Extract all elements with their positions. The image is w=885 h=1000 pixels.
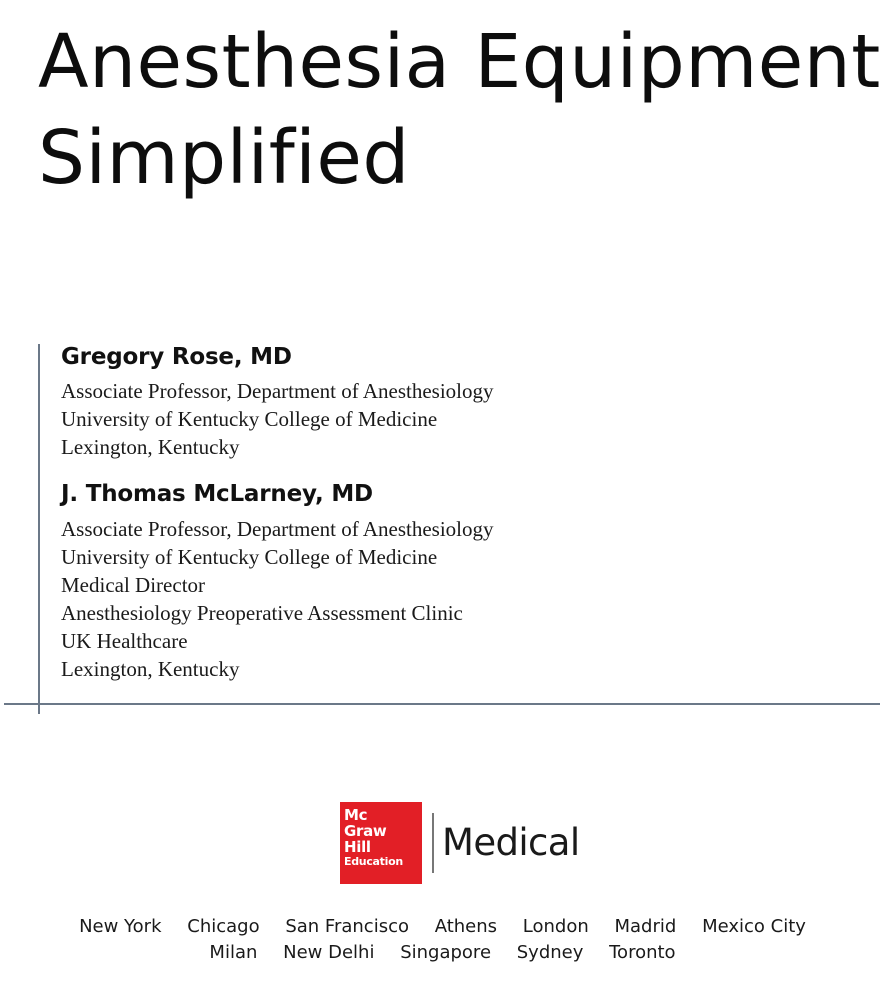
- affiliation-line: Lexington, Kentucky: [61, 435, 240, 459]
- logo-divider: [432, 813, 434, 873]
- author-block-rose: [61, 342, 494, 461]
- city-name: Athens: [434, 916, 498, 937]
- affiliation-line: Medical Director: [61, 573, 206, 597]
- affiliation-line: Lexington, Kentucky: [61, 657, 240, 681]
- city-name: Sydney: [516, 942, 584, 963]
- author-name: J. Thomas McLarney, MD: [61, 481, 373, 507]
- logo-wordmark: [344, 807, 403, 869]
- city-name: New York: [79, 916, 162, 937]
- city-list-row-1: [0, 914, 885, 940]
- city-name: New Delhi: [283, 942, 375, 963]
- city-list-row-2: [0, 940, 885, 966]
- city-name: Milan: [209, 942, 258, 963]
- horizontal-rule: [4, 703, 880, 705]
- logo-line-graw: Graw: [344, 822, 387, 840]
- city-name: Madrid: [614, 916, 677, 937]
- affiliation-list: [61, 377, 494, 461]
- city-name: Chicago: [187, 916, 260, 937]
- affiliation-line: UK Healthcare: [61, 629, 188, 653]
- vertical-rule: [38, 344, 40, 714]
- logo-line-mc: Mc: [344, 806, 368, 824]
- city-name: London: [522, 916, 589, 937]
- mcgraw-hill-logo: [340, 802, 422, 884]
- city-name: Singapore: [400, 942, 492, 963]
- affiliation-line: University of Kentucky College of Medicine: [61, 407, 438, 431]
- author-name: Gregory Rose, MD: [61, 344, 292, 370]
- book-title-line-1: Anesthesia Equipment: [38, 19, 881, 105]
- logo-line-hill: Hill: [344, 838, 371, 856]
- affiliation-list: [61, 515, 494, 683]
- city-name: San Francisco: [285, 916, 409, 937]
- book-title: [38, 14, 881, 206]
- affiliation-line: Associate Professor, Department of Anesthesiology: [61, 517, 494, 541]
- city-name: Toronto: [609, 942, 676, 963]
- imprint-name: Medical: [442, 821, 580, 864]
- author-block-mclarney: [61, 479, 494, 683]
- affiliation-line: Anesthesiology Preoperative Assessment Clinic: [61, 601, 463, 625]
- logo-line-education: Education: [344, 855, 403, 868]
- book-title-line-2: Simplified: [38, 115, 410, 201]
- affiliation-line: University of Kentucky College of Medicine: [61, 545, 438, 569]
- affiliation-line: Associate Professor, Department of Anesthesiology: [61, 379, 494, 403]
- city-name: Mexico City: [702, 916, 806, 937]
